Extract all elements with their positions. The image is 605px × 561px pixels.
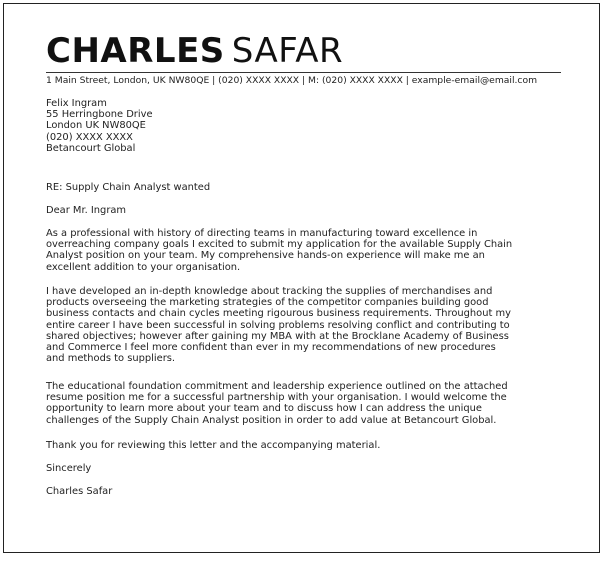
header-divider (46, 72, 561, 73)
paragraph-line: I have developed an in-depth knowledge about tracking the supplies of merchandises and (46, 286, 493, 297)
paragraph-line: products overseeing the marketing strategies of the competitor companies building good (46, 297, 489, 309)
recipient-name: Felix Ingram (46, 98, 107, 109)
recipient-city: London UK NW80QE (46, 120, 146, 132)
paragraph-line: business contacts and chain cycles meeting rigourous business requirements. Throughout my (46, 308, 511, 320)
paragraph-line: resume position me for a successful partnership with your organisation. I would welcome the (46, 392, 507, 404)
sender-contact-line: 1 Main Street, London, UK NW80QE | (020) XXXX XXXX | M: (020) XXXX XXXX | example-email@email.com (46, 75, 538, 86)
paragraph-conclusion (46, 381, 561, 426)
paragraph-line: challenges of the Supply Chain Analyst position in order to add value at Betancourt Global. (46, 414, 497, 426)
letter-salutation: Dear Mr. Ingram (46, 205, 127, 216)
paragraph-introduction (46, 228, 561, 273)
recipient-phone: (020) XXXX XXXX (46, 131, 133, 143)
sender-first-name: CHARLES (46, 31, 225, 71)
paragraph-line: The educational foundation commitment and leadership experience outlined on the attached (46, 381, 508, 392)
recipient-street: 55 Herringbone Drive (46, 109, 153, 121)
paragraph-line: opportunity to learn more about your team and to discuss how I can address the unique (46, 403, 482, 415)
recipient-company: Betancourt Global (46, 142, 136, 154)
paragraph-line: and Commerce I feel more confident than ever in my recommendations of new procedures (46, 342, 496, 354)
recipient-address-block (46, 98, 561, 154)
paragraph-line: As a professional with history of directing teams in manufacturing toward excellence in (46, 228, 478, 239)
letter-signature: Charles Safar (46, 486, 113, 497)
sender-name-heading (46, 31, 343, 71)
paragraph-line: Analyst position on your team. My comprehensive hands-on experience will make me an (46, 250, 485, 262)
sender-last-name: SAFAR (231, 31, 344, 71)
paragraph-experience (46, 286, 561, 364)
paragraph-line: overreaching company goals I excited to submit my application for the available Supply Chain (46, 239, 513, 251)
paragraph-line: shared objectives; however after gaining my MBA with at the Brocklane Academy of Business (46, 330, 509, 342)
letter-closing: Sincerely (46, 463, 92, 474)
paragraph-line: entire career I have been successful in solving problems resolving conflict and contributing to (46, 319, 510, 331)
letter-subject: RE: Supply Chain Analyst wanted (46, 182, 211, 193)
letter-thanks: Thank you for reviewing this letter and the accompanying material. (46, 440, 381, 451)
paragraph-line: and methods to suppliers. (46, 353, 176, 365)
cover-letter-page (3, 3, 600, 553)
paragraph-line: excellent addition to your organisation. (46, 261, 241, 273)
